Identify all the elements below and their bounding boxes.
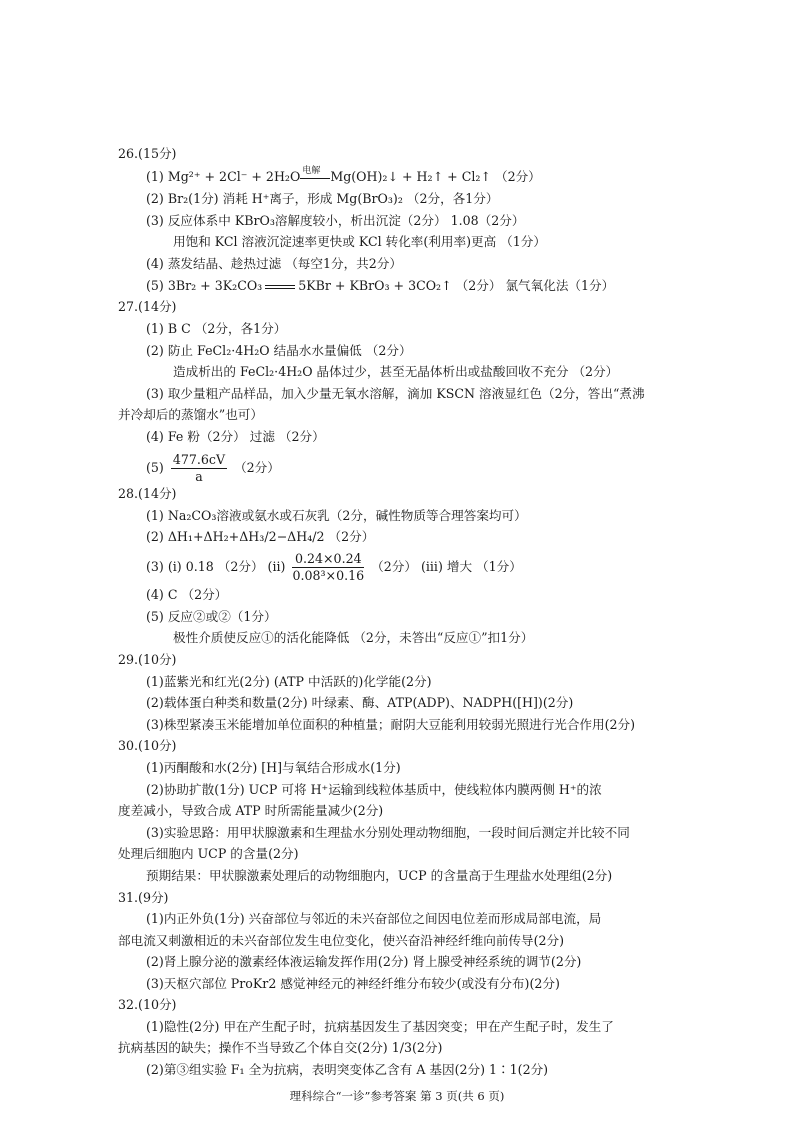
- q31-heading: 31.(9分): [118, 890, 169, 905]
- q29-heading: 29.(10分): [118, 652, 177, 667]
- q30-answer-3-cont: 处理后细胞内 UCP 的含量(2分): [118, 846, 299, 861]
- page-footer: 理科综合“一诊”参考答案 第 3 页(共 6 页): [289, 1089, 505, 1103]
- q26-answer-3: (3) 反应体系中 KBrO₃溶解度较小，析出沉淀（2分） 1.08（2分）: [146, 213, 525, 228]
- q27-5-fraction: [171, 452, 227, 485]
- electrolysis-label: 电解: [302, 165, 321, 176]
- q26-1-products: Mg(OH)₂↓ + H₂↑ + Cl₂↑ （2分）: [330, 169, 541, 184]
- q29-answer-1: (1)蓝紫光和红光(2分) (ATP 中活跃的)化学能(2分): [146, 674, 432, 689]
- q28-answer-3: [146, 549, 522, 585]
- q27-answer-2-cont: 造成析出的 FeCl₂·4H₂O 晶体过少，甚至无晶体析出或盐酸回收不充分 （2分）: [173, 364, 619, 379]
- q31-answer-3: (3)天枢穴部位 ProKr2 感觉神经元的神经纤维分布较少(或没有分布)(2分): [146, 976, 560, 991]
- fraction-denominator: 0.08³×0.16: [292, 568, 365, 583]
- q27-answer-2: (2) 防止 FeCl₂·4H₂O 结晶水水量偏低 （2分）: [146, 343, 412, 358]
- q26-5-products: 5KBr + KBrO₃ + 3CO₂↑ （2分） 氯气氧化法（1分）: [298, 278, 615, 293]
- q27-answer-1: (1) B C （2分，各1分）: [146, 321, 287, 336]
- q29-answer-3: (3)株型紧凑玉米能增加单位面积的种植量；耐阴大豆能利用较弱光照进行光合作用(2分): [146, 717, 636, 732]
- fraction-denominator: a: [195, 469, 203, 484]
- q32-answer-1: (1)隐性(2分) 甲在产生配子时，抗病基因发生了基因突变；甲在产生配子时，发生了: [146, 1019, 614, 1034]
- q28-answer-2: (2) ΔH₁+ΔH₂+ΔH₃/2−ΔH₄/2 （2分）: [146, 529, 375, 544]
- q28-3-fraction: [292, 551, 364, 584]
- q30-answer-2: (2)协助扩散(1分) UCP 可将 H⁺运输到线粒体基质中，使线粒体内膜两侧 H⁺的浓: [146, 782, 602, 797]
- q28-answer-1: (1) Na₂CO₃溶液或氨水或石灰乳（2分，碱性物质等合理答案均可）: [146, 508, 527, 523]
- electrolysis-arrow: [300, 165, 330, 187]
- q27-5-label: (5): [146, 460, 164, 475]
- q30-expected-result: 预期结果：甲状腺激素处理后的动物细胞内，UCP 的含量高于生理盐水处理组(2分): [146, 868, 613, 883]
- q32-heading: 32.(10分): [118, 997, 177, 1012]
- q32-answer-2: (2)第③组实验 F₁ 全为抗病，表明突变体乙含有 A 基因(2分) 1∶1(2分): [146, 1062, 549, 1077]
- q27-heading: 27.(14分): [118, 299, 177, 314]
- q30-answer-2-cont: 度差减小，导致合成 ATP 时所需能量减少(2分): [118, 803, 384, 818]
- q27-answer-3-cont: 并冷却后的蒸馏水”也可）: [118, 407, 263, 422]
- q26-answer-1: [146, 165, 541, 187]
- q26-5-reactants: (5) 3Br₂ + 3K₂CO₃: [146, 278, 263, 293]
- q28-heading: 28.(14分): [118, 486, 177, 501]
- q26-heading: 26.(15分): [118, 146, 177, 161]
- equals-sign: [265, 285, 295, 289]
- q27-answer-4: (4) Fe 粉（2分） 过滤 （2分）: [146, 429, 325, 444]
- q28-answer-5: (5) 反应②或②（1分）: [146, 609, 277, 624]
- q29-answer-2: (2)载体蛋白种类和数量(2分) 叶绿素、酶、ATP(ADP)、NADPH([H])(2分): [146, 695, 574, 710]
- q30-answer-3: (3)实验思路：用甲状腺激素和生理盐水分别处理动物细胞，一段时间后测定并比较不同: [146, 825, 630, 840]
- q31-answer-2: (2)肾上腺分泌的激素经体液运输发挥作用(2分) 肾上腺受神经系统的调节(2分): [146, 954, 582, 969]
- q26-answer-3-cont: 用饱和 KCl 溶液沉淀速率更快或 KCl 转化率(利用率)更高 （1分）: [173, 234, 546, 249]
- q30-answer-1: (1)丙酮酸和水(2分) [H]与氧结合形成水(1分): [146, 760, 401, 775]
- q31-answer-1-cont: 部电流又刺激相近的未兴奋部位发生电位变化，使兴奋沿神经纤维向前传导(2分): [118, 933, 565, 948]
- q26-answer-4: (4) 蒸发结晶、趁热过滤 （每空1分，共2分）: [146, 256, 402, 271]
- q26-answer-5: [146, 277, 614, 295]
- q26-1-reactants: (1) Mg²⁺ + 2Cl⁻ + 2H₂O: [146, 169, 301, 184]
- q26-answer-2: (2) Br₂(1分) 消耗 H⁺离子，形成 Mg(BrO₃)₂ （2分，各1分）: [146, 191, 499, 206]
- q28-answer-5-cont: 极性介质使反应①的活化能降低 （2分，未答出“反应①”扣1分）: [173, 630, 534, 645]
- q31-answer-1: (1)内正外负(1分) 兴奋部位与邻近的未兴奋部位之间因电位差而形成局部电流，局: [146, 911, 602, 926]
- fraction-numerator: 477.6cV: [172, 452, 226, 467]
- q27-5-score: （2分）: [234, 460, 280, 475]
- q28-3-part1: (3) (i) 0.18 （2分） (ii): [146, 559, 286, 574]
- q30-heading: 30.(10分): [118, 738, 177, 753]
- q27-answer-3: (3) 取少量粗产品样品，加入少量无氧水溶解，滴加 KSCN 溶液显红色（2分，答出“煮沸: [146, 386, 645, 401]
- fraction-numerator: 0.24×0.24: [292, 551, 364, 568]
- q28-3-part2: （2分） (iii) 增大 （1分）: [371, 559, 522, 574]
- q27-answer-5: [146, 450, 280, 486]
- q32-answer-1-cont: 抗病基因的缺失；操作不当导致乙个体自交(2分) 1/3(2分): [118, 1040, 443, 1055]
- q28-answer-4: (4) C （2分）: [146, 587, 228, 602]
